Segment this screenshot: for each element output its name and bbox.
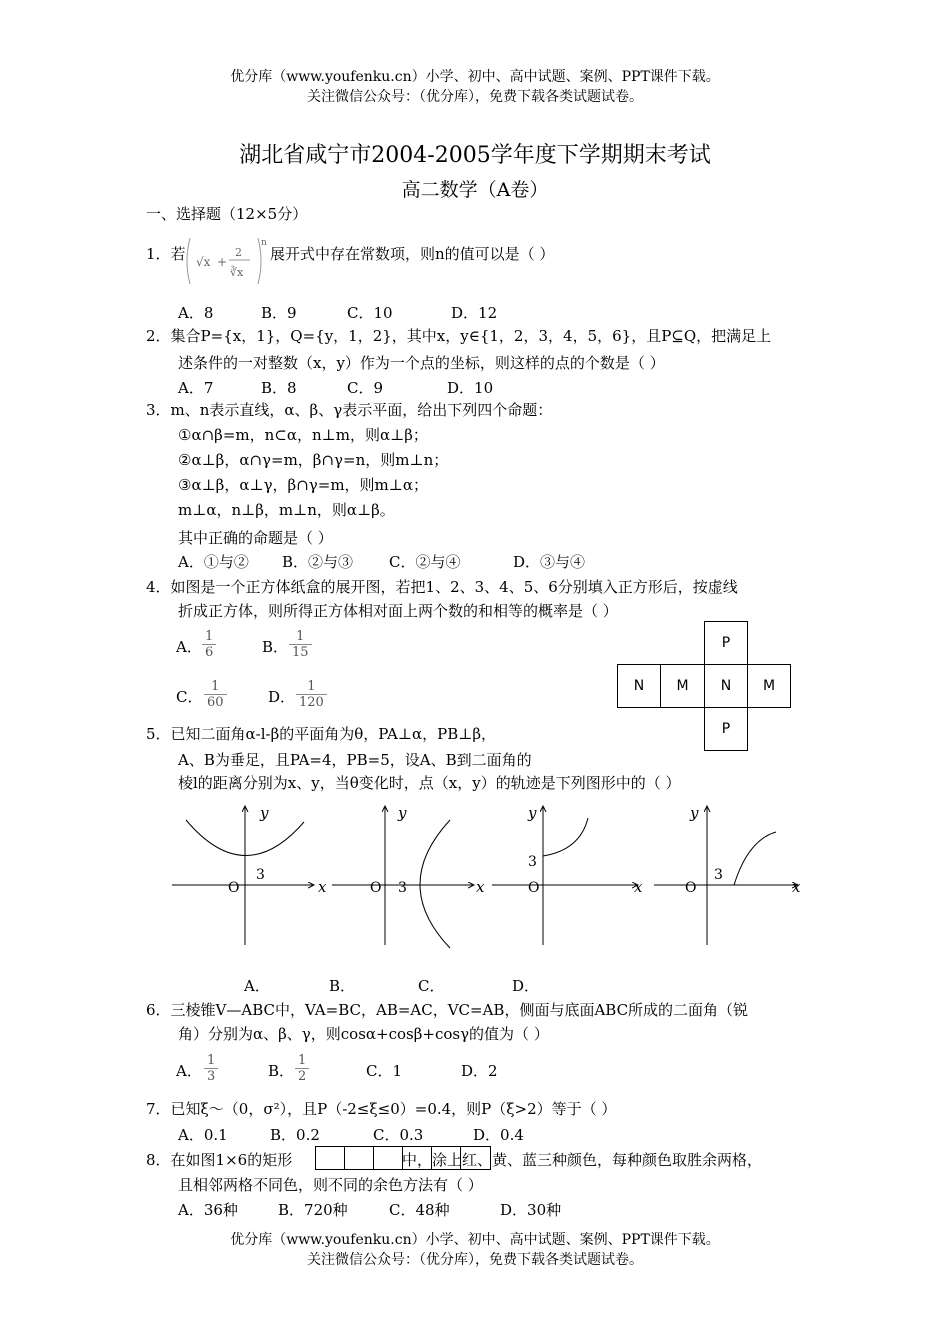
graph-d-mark: 3 [714, 867, 723, 883]
q4-option-a-den: 6 [205, 645, 214, 660]
q1-option-a: A．8 [178, 304, 214, 322]
q4-option-c-num: 1 [204, 679, 227, 695]
q7-line-1: 7．已知ξ～（0，σ²），且P（-2≤ξ≤0）=0.4，则P（ξ>2）等于（ ） [146, 1100, 617, 1118]
page-title: 湖北省咸宁市2004-2005学年度下学期期末考试 [239, 143, 711, 168]
q8-option-c: C．48种 [389, 1201, 450, 1219]
q1-den: ∛x [230, 266, 244, 279]
q7-option-d: D．0.4 [473, 1126, 524, 1144]
q6-option-a-fraction [204, 1053, 218, 1084]
q4-option-d-num: 1 [296, 679, 327, 695]
graph-a [172, 804, 327, 945]
graph-c-origin: O [528, 880, 540, 896]
q3-option-b: B．②与③ [282, 553, 354, 571]
q5-option-d: D． [512, 977, 540, 995]
q1-option-b: B．9 [261, 304, 297, 322]
graph-b-origin: O [370, 880, 382, 896]
graph-a-origin: O [228, 880, 240, 896]
net-cell-bottom: P [704, 707, 748, 751]
q5-option-b: B． [329, 977, 356, 995]
q8-prefix: 8．在如图1×6的矩形 [146, 1151, 293, 1169]
section-heading: 一、选择题（12×5分） [146, 205, 308, 223]
graph-d [654, 804, 801, 945]
graph-c-x: x [634, 878, 643, 896]
q6-option-b-fraction [295, 1053, 309, 1084]
q6-option-c: C．1 [366, 1062, 403, 1080]
graph-b [332, 804, 485, 948]
q4-option-b-label: B． [262, 638, 289, 656]
q4-option-a-num: 1 [202, 629, 216, 645]
q6-line-1: 6．三棱锥V—ABC中，VA=BC，AB=AC，VC=AB，侧面与底面ABC所成的二面角（锐 [146, 1001, 749, 1019]
graph-a-y: y [260, 804, 269, 822]
q4-option-d-fraction [296, 679, 327, 710]
q2-option-a: A．7 [178, 379, 214, 397]
q8-option-b: B．720种 [278, 1201, 348, 1219]
q5-option-a: A． [244, 977, 270, 995]
q6-option-b-label: B． [268, 1062, 295, 1080]
footer-line-1: 优分库（www.youfenku.cn）小学、初中、高中试题、案例、PPT课件下载。 [230, 1232, 720, 1248]
q4-line-2: 折成正方体，则所得正方体相对面上两个数的和相等的概率是（ ） [178, 602, 618, 620]
q3-question: 其中正确的命题是（ ） [178, 529, 333, 547]
q6-option-a-label: A． [176, 1062, 202, 1080]
q6-option-d: D．2 [461, 1062, 498, 1080]
q1-prefix: 1．若 [146, 245, 186, 263]
q3-option-d: D．③与④ [513, 553, 586, 571]
graph-d-x: x [792, 878, 801, 896]
q8-option-d: D．30种 [500, 1201, 562, 1219]
graph-d-origin: O [685, 880, 697, 896]
q3-line-1: 3．m、n表示直线，α、β、γ表示平面，给出下列四个命题： [146, 401, 553, 419]
footer-line-2: 关注微信公众号：（优分库），免费下载各类试题试卷。 [307, 1252, 643, 1268]
q2-option-d: D．10 [447, 379, 494, 397]
q6-option-b-num: 1 [295, 1053, 309, 1069]
q5-graphs [168, 800, 808, 950]
graph-b-mark: 3 [398, 880, 407, 896]
q6-option-a-num: 1 [204, 1053, 218, 1069]
q4-option-c-label: C． [176, 688, 203, 706]
q7-option-b: B．0.2 [270, 1126, 320, 1144]
q3-proposition-2: ②α⊥β，α∩γ=m，β∩γ=n，则m⊥n； [178, 451, 449, 469]
q1-plus: + [217, 255, 228, 269]
q3-option-c: C．②与④ [389, 553, 461, 571]
page-subtitle: 高二数学（A卷） [401, 179, 549, 201]
q5-option-c: C． [418, 977, 445, 995]
q5-line-1: 5．已知二面角α-l-β的平面角为θ，PA⊥α，PB⊥β， [146, 725, 496, 743]
graph-b-y: y [398, 804, 407, 822]
graph-b-x: x [476, 878, 485, 896]
q7-option-c: C．0.3 [373, 1126, 424, 1144]
q4-option-a-label: A． [176, 638, 202, 656]
q3-proposition-4: m⊥α，n⊥β，m⊥n，则α⊥β。 [178, 501, 395, 519]
q6-line-2: 角）分别为α、β、γ，则cosα+cosβ+cosγ的值为（ ） [178, 1025, 549, 1043]
graph-a-x: x [318, 878, 327, 896]
net-cell-1: N [617, 664, 661, 708]
q2-option-c: C．9 [347, 379, 384, 397]
q3-proposition-1: ①α∩β=m，n⊂α，n⊥m，则α⊥β； [178, 426, 428, 444]
graph-c-y: y [528, 804, 537, 822]
q1-exp: n [261, 238, 267, 248]
header-line-2: 关注微信公众号：（优分库），免费下载各类试题试卷。 [307, 89, 643, 105]
q4-option-b-den: 15 [292, 645, 309, 660]
q4-option-b-fraction [289, 629, 312, 660]
graph-c-mark: 3 [528, 854, 537, 870]
graph-c [492, 804, 643, 945]
net-cell-2: M [660, 664, 705, 708]
q7-option-a: A．0.1 [178, 1126, 228, 1144]
q4-option-c-fraction [204, 679, 227, 710]
q8-text: 中，涂上红、黄、蓝三种颜色，每种颜色取胜余两格， [402, 1151, 763, 1169]
q2-option-b: B．8 [261, 379, 297, 397]
net-cell-top: P [704, 621, 748, 665]
q8-line-2: 且相邻两格不同色，则不同的余色方法有（ ） [178, 1176, 483, 1194]
net-cell-4: M [747, 664, 791, 708]
graph-d-y: y [690, 804, 699, 822]
q4-option-b-num: 1 [289, 629, 312, 645]
q1-text: 展开式中存在常数项，则n的值可以是（ ） [270, 245, 555, 263]
net-cell-3: N [704, 664, 748, 708]
cube-net [617, 621, 791, 751]
q1-expression [184, 234, 268, 288]
q4-option-d-den: 120 [299, 695, 324, 710]
q4-option-a-fraction [202, 629, 216, 660]
graph-a-mark: 3 [256, 867, 265, 883]
q1-option-c: C．10 [347, 304, 393, 322]
header-line-1: 优分库（www.youfenku.cn）小学、初中、高中试题、案例、PPT课件下载。 [230, 69, 720, 85]
q5-line-2: A、B为垂足，且PA=4，PB=5，设A、B到二面角的 [178, 751, 532, 769]
q1-sqrt: √x [196, 255, 211, 269]
q5-line-3: 棱l的距离分别为x、y，当θ变化时，点（x，y）的轨迹是下列图形中的（ ） [178, 774, 681, 792]
q2-line-2: 述条件的一对整数（x，y）作为一个点的坐标，则这样的点的个数是（ ） [178, 354, 665, 372]
q3-option-a: A．①与② [178, 553, 249, 571]
q3-proposition-3: ③α⊥β，α⊥γ，β∩γ=m，则m⊥α； [178, 476, 429, 494]
q1-option-d: D．12 [451, 304, 498, 322]
q4-option-c-den: 60 [207, 695, 224, 710]
q8-option-a: A．36种 [178, 1201, 238, 1219]
q4-option-d-label: D． [268, 688, 296, 706]
q6-option-a-den: 3 [207, 1069, 216, 1084]
q1-num: 2 [235, 246, 242, 259]
q2-line-1: 2．集合P={x，1}，Q={y，1，2}，其中x，y∈{1，2，3，4，5，6}，且P⊆Q，把满足上 [146, 327, 772, 345]
q6-option-b-den: 2 [298, 1069, 307, 1084]
q4-line-1: 4．如图是一个正方体纸盒的展开图，若把1、2、3、4、5、6分别填入正方形后，按虚线 [146, 578, 738, 596]
